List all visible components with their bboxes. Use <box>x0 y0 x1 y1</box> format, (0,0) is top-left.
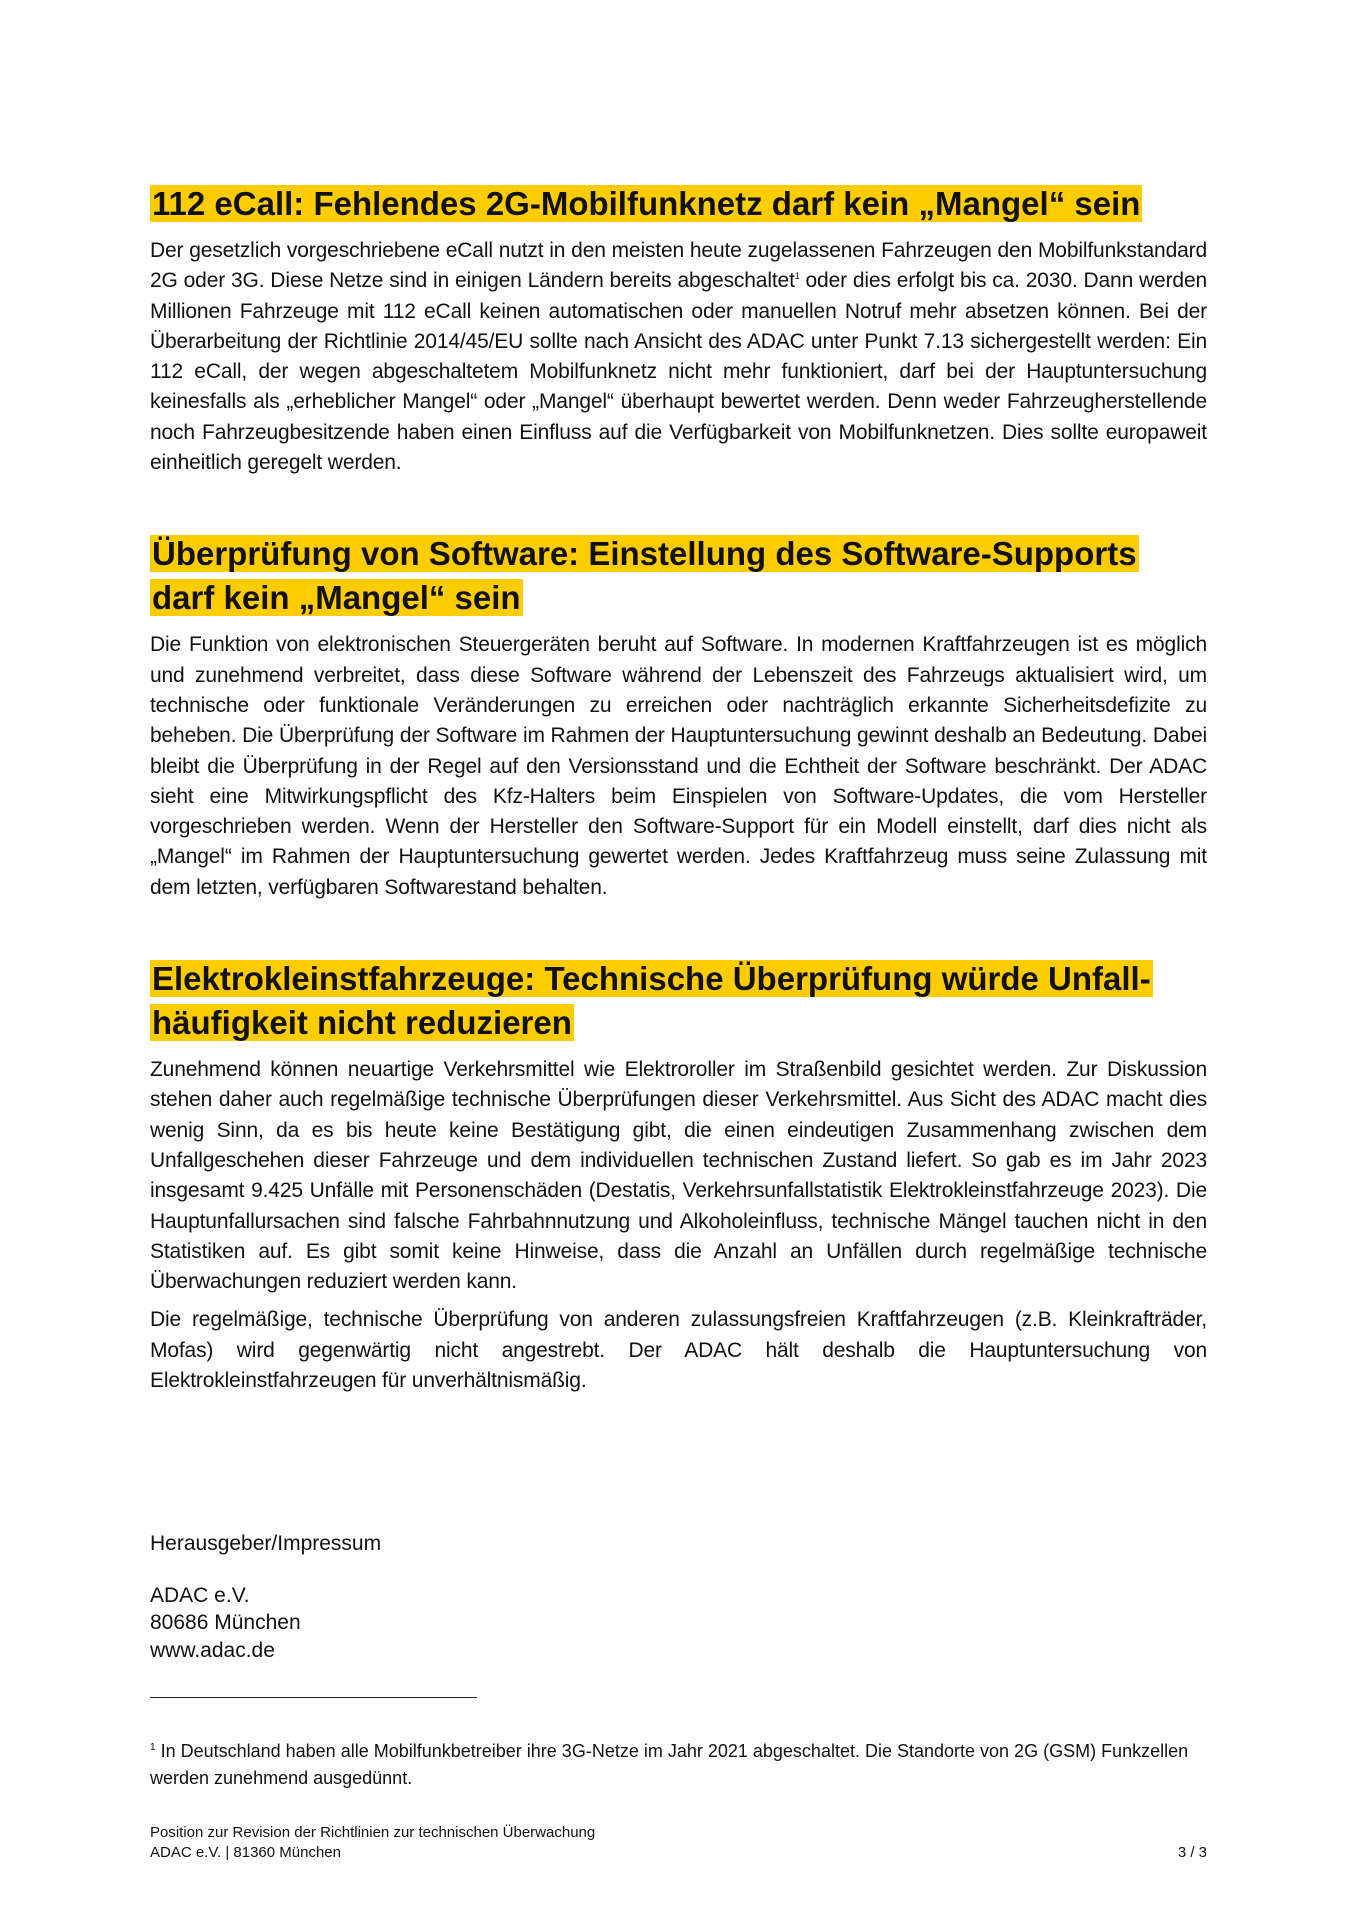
section-paragraph: Die Funktion von elektronischen Steuergeräten beruht auf Software. In modernen Kraftfahrzeugen ist es möglich und zunehmend verbreitet, dass diese Software während der Lebenszeit des Fahrzeugs aktualisiert wird, um technische oder funktionale Veränderungen zu erreichen oder nachträglich erkannte Sicherheitsdefizite zu beheben. Die Überprüfung der Software im Rahmen der Hauptuntersuchung gewinnt deshalb an Bedeutung. Dabei bleibt die Überprüfung in der Regel auf den Versionsstand und die Echtheit der Software beschränkt. Der ADAC sieht eine Mitwirkungspflicht des Kfz-Halters beim Einspielen von Software-Updates, die vom Hersteller vorgeschrieben werden. Wenn der Hersteller den Software-Support für ein Modell einstellt, darf dies nicht als „Mangel“ im Rahmen der Hauptuntersuchung gewertet werden. Jedes Kraftfahrzeug muss seine Zulassung mit dem letzten, verfügbaren Softwarestand behalten. <box>150 633 1207 899</box>
section-heading <box>150 532 1207 620</box>
section-paragraph: Zunehmend können neuartige Verkehrsmittel wie Elektroroller im Straßenbild gesichtet werden. Zur Diskussion stehen daher auch regelmäßige technische Überprüfungen dieser Verkehrsmittel. Aus Sicht des ADAC macht dies wenig Sinn, da es bis heute keine Bestätigung gibt, die einen eindeutigen Zusammenhang zwischen dem Unfallgeschehen dieser Fahrzeuge und dem individuellen technischen Zustand liefert. So gab es im Jahr 2023 insgesamt 9.425 Unfälle mit Personenschäden (Destatis, Verkehrsunfallstatistik Elektrokleinstfahrzeuge 2023). Die Hauptunfallursachen sind falsche Fahrbahnnutzung und Alkoholeinfluss, technische Mängel tauchen nicht in den Statistiken auf. Es gibt somit keine Hinweise, dass die Anzahl an Unfällen durch regelmäßige technische Überwachungen reduziert werden kann. <box>150 1058 1207 1294</box>
footnote-reference[interactable]: 1 <box>794 271 800 282</box>
page-footer <box>150 1823 1207 1863</box>
imprint-address: 80686 München <box>150 1611 301 1634</box>
section-paragraph <box>150 236 1207 478</box>
section-paragraph: Die regelmäßige, technische Überprüfung von anderen zulassungsfreien Kraftfahrzeugen (z.B. Kleinkrafträder, Mofas) wird gegenwärtig nicht angestrebt. Der ADAC hält deshalb die Hauptuntersuchung von Elektrokleinstfahrzeugen für unverhältnismäßig. <box>150 1308 1207 1393</box>
section-heading <box>150 957 1207 1045</box>
footnote-marker: 1 <box>150 1742 156 1753</box>
section-heading <box>150 182 1207 226</box>
section-ecall <box>150 182 1207 478</box>
heading-highlight: Überprüfung von Software: Einstellung des Software-Supports darf kein „Mangel“ sein <box>152 535 1137 617</box>
imprint <box>150 1530 750 1664</box>
footer-publisher: ADAC e.V. | 81360 München <box>150 1844 341 1861</box>
footnote <box>150 1738 1207 1792</box>
imprint-website-link[interactable]: www.adac.de <box>150 1638 275 1662</box>
footer-row <box>150 1843 1207 1863</box>
paragraph-text: oder dies erfolgt bis ca. 2030. Dann werden Millionen Fahrzeuge mit 112 eCall keinen automatischen oder manuellen Notruf mehr absetzen können. Bei der Überarbeitung der Richtlinie 2014/45/EU sollte nach Ansicht des ADAC unter Punkt 7.13 sichergestellt werden: Ein 112 eCall, der wegen abgeschaltetem Mobilfunknetz nicht mehr funktioniert, darf bei der Hauptuntersuchung keinesfalls als „erheblicher Mangel“ oder „Mangel“ überhaupt bewertet werden. Denn weder Fahrzeugherstellende noch Fahrzeugbesitzende haben einen Einfluss auf die Verfügbarkeit von Mobilfunknetzen. Dies sollte europaweit einheitlich geregelt werden. <box>150 269 1207 475</box>
heading-highlight: 112 eCall: Fehlendes 2G-Mobilfunknetz darf kein „Mangel“ sein <box>152 185 1141 222</box>
section-elektrokleinstfahrzeuge <box>150 957 1207 1396</box>
heading-highlight: Elektrokleinstfahrzeuge: Technische Überprüfung würde Unfallhäufigkeit nicht reduzieren <box>152 960 1151 1042</box>
section-software <box>150 532 1207 903</box>
paragraph-text: Der gesetzlich vorgeschriebene eCall nutzt in den meisten heute zugelassenen Fahrzeugen den Mobilfunkstandard 2G oder 3G. Diese Netze sind in einigen Ländern bereits abgeschaltet <box>150 239 1207 293</box>
document-body <box>150 182 1207 1396</box>
imprint-organisation: ADAC e.V. <box>150 1583 250 1607</box>
footnote-text: In Deutschland haben alle Mobilfunkbetreiber ihre 3G-Netze im Jahr 2021 abgeschaltet. Die Standorte von 2G (GSM) Funkzellen werden zunehmend ausgedünnt. <box>150 1741 1189 1788</box>
page-number: 3 / 3 <box>1177 1844 1207 1861</box>
imprint-title: Herausgeber/Impressum <box>150 1532 382 1555</box>
footnote-divider <box>150 1697 477 1698</box>
footer-document-title: Position zur Revision der Richtlinien zur technischen Überwachung <box>150 1824 596 1841</box>
